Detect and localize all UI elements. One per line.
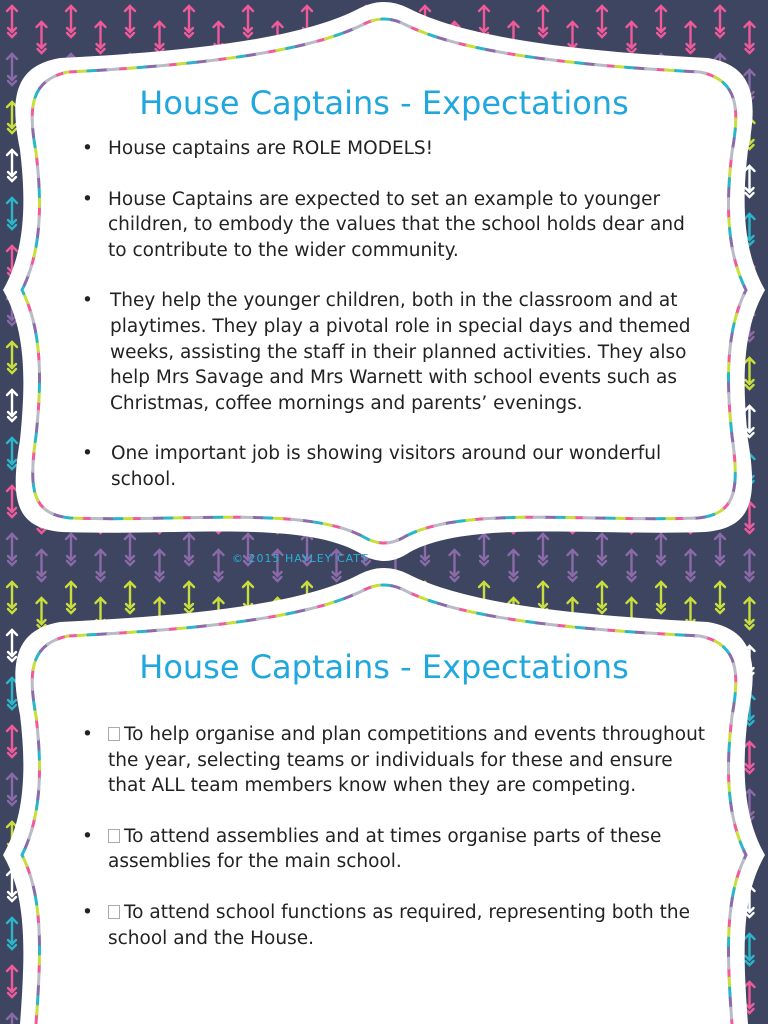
list-item: • House captains are ROLE MODELS! (82, 136, 702, 162)
panel-title: House Captains - Expectations (139, 648, 629, 686)
list-item-text: To help organise and plan competitions and events throughout the year, selecting teams or individuals for these and ensure that ALL team members know when they are competing. (108, 724, 706, 797)
bullet-list (82, 722, 707, 976)
list-item (82, 900, 707, 951)
list-item-text: To attend assemblies and at times organise parts of these assemblies for the main school. (108, 825, 662, 873)
checkbox-glyph-icon (108, 727, 120, 741)
copyright-text: © 2015 HAYLEY CATT (232, 552, 369, 565)
list-item: • They help the younger children, both in the classroom and at playtimes. They play a pivotal role in special days and themed weeks, assisting the staff in their planned activities. They also help Mrs Savage and Mrs Warnett with school events such as Christmas, coffee mornings and parents’ evenings. (82, 288, 702, 416)
panel-title: House Captains - Expectations (139, 84, 629, 122)
list-item: • House Captains are expected to set an example to younger children, to embody the values that the school holds dear and to contribute to the wider community. (82, 187, 702, 264)
list-item: • One important job is showing visitors around our wonderful school. (82, 441, 702, 492)
list-item (82, 824, 707, 875)
bullet-list (82, 136, 702, 518)
list-item (82, 722, 707, 799)
checkbox-glyph-icon (108, 829, 120, 843)
checkbox-glyph-icon (108, 905, 120, 919)
list-item-text: To attend school functions as required, representing both the school and the House. (108, 901, 691, 949)
